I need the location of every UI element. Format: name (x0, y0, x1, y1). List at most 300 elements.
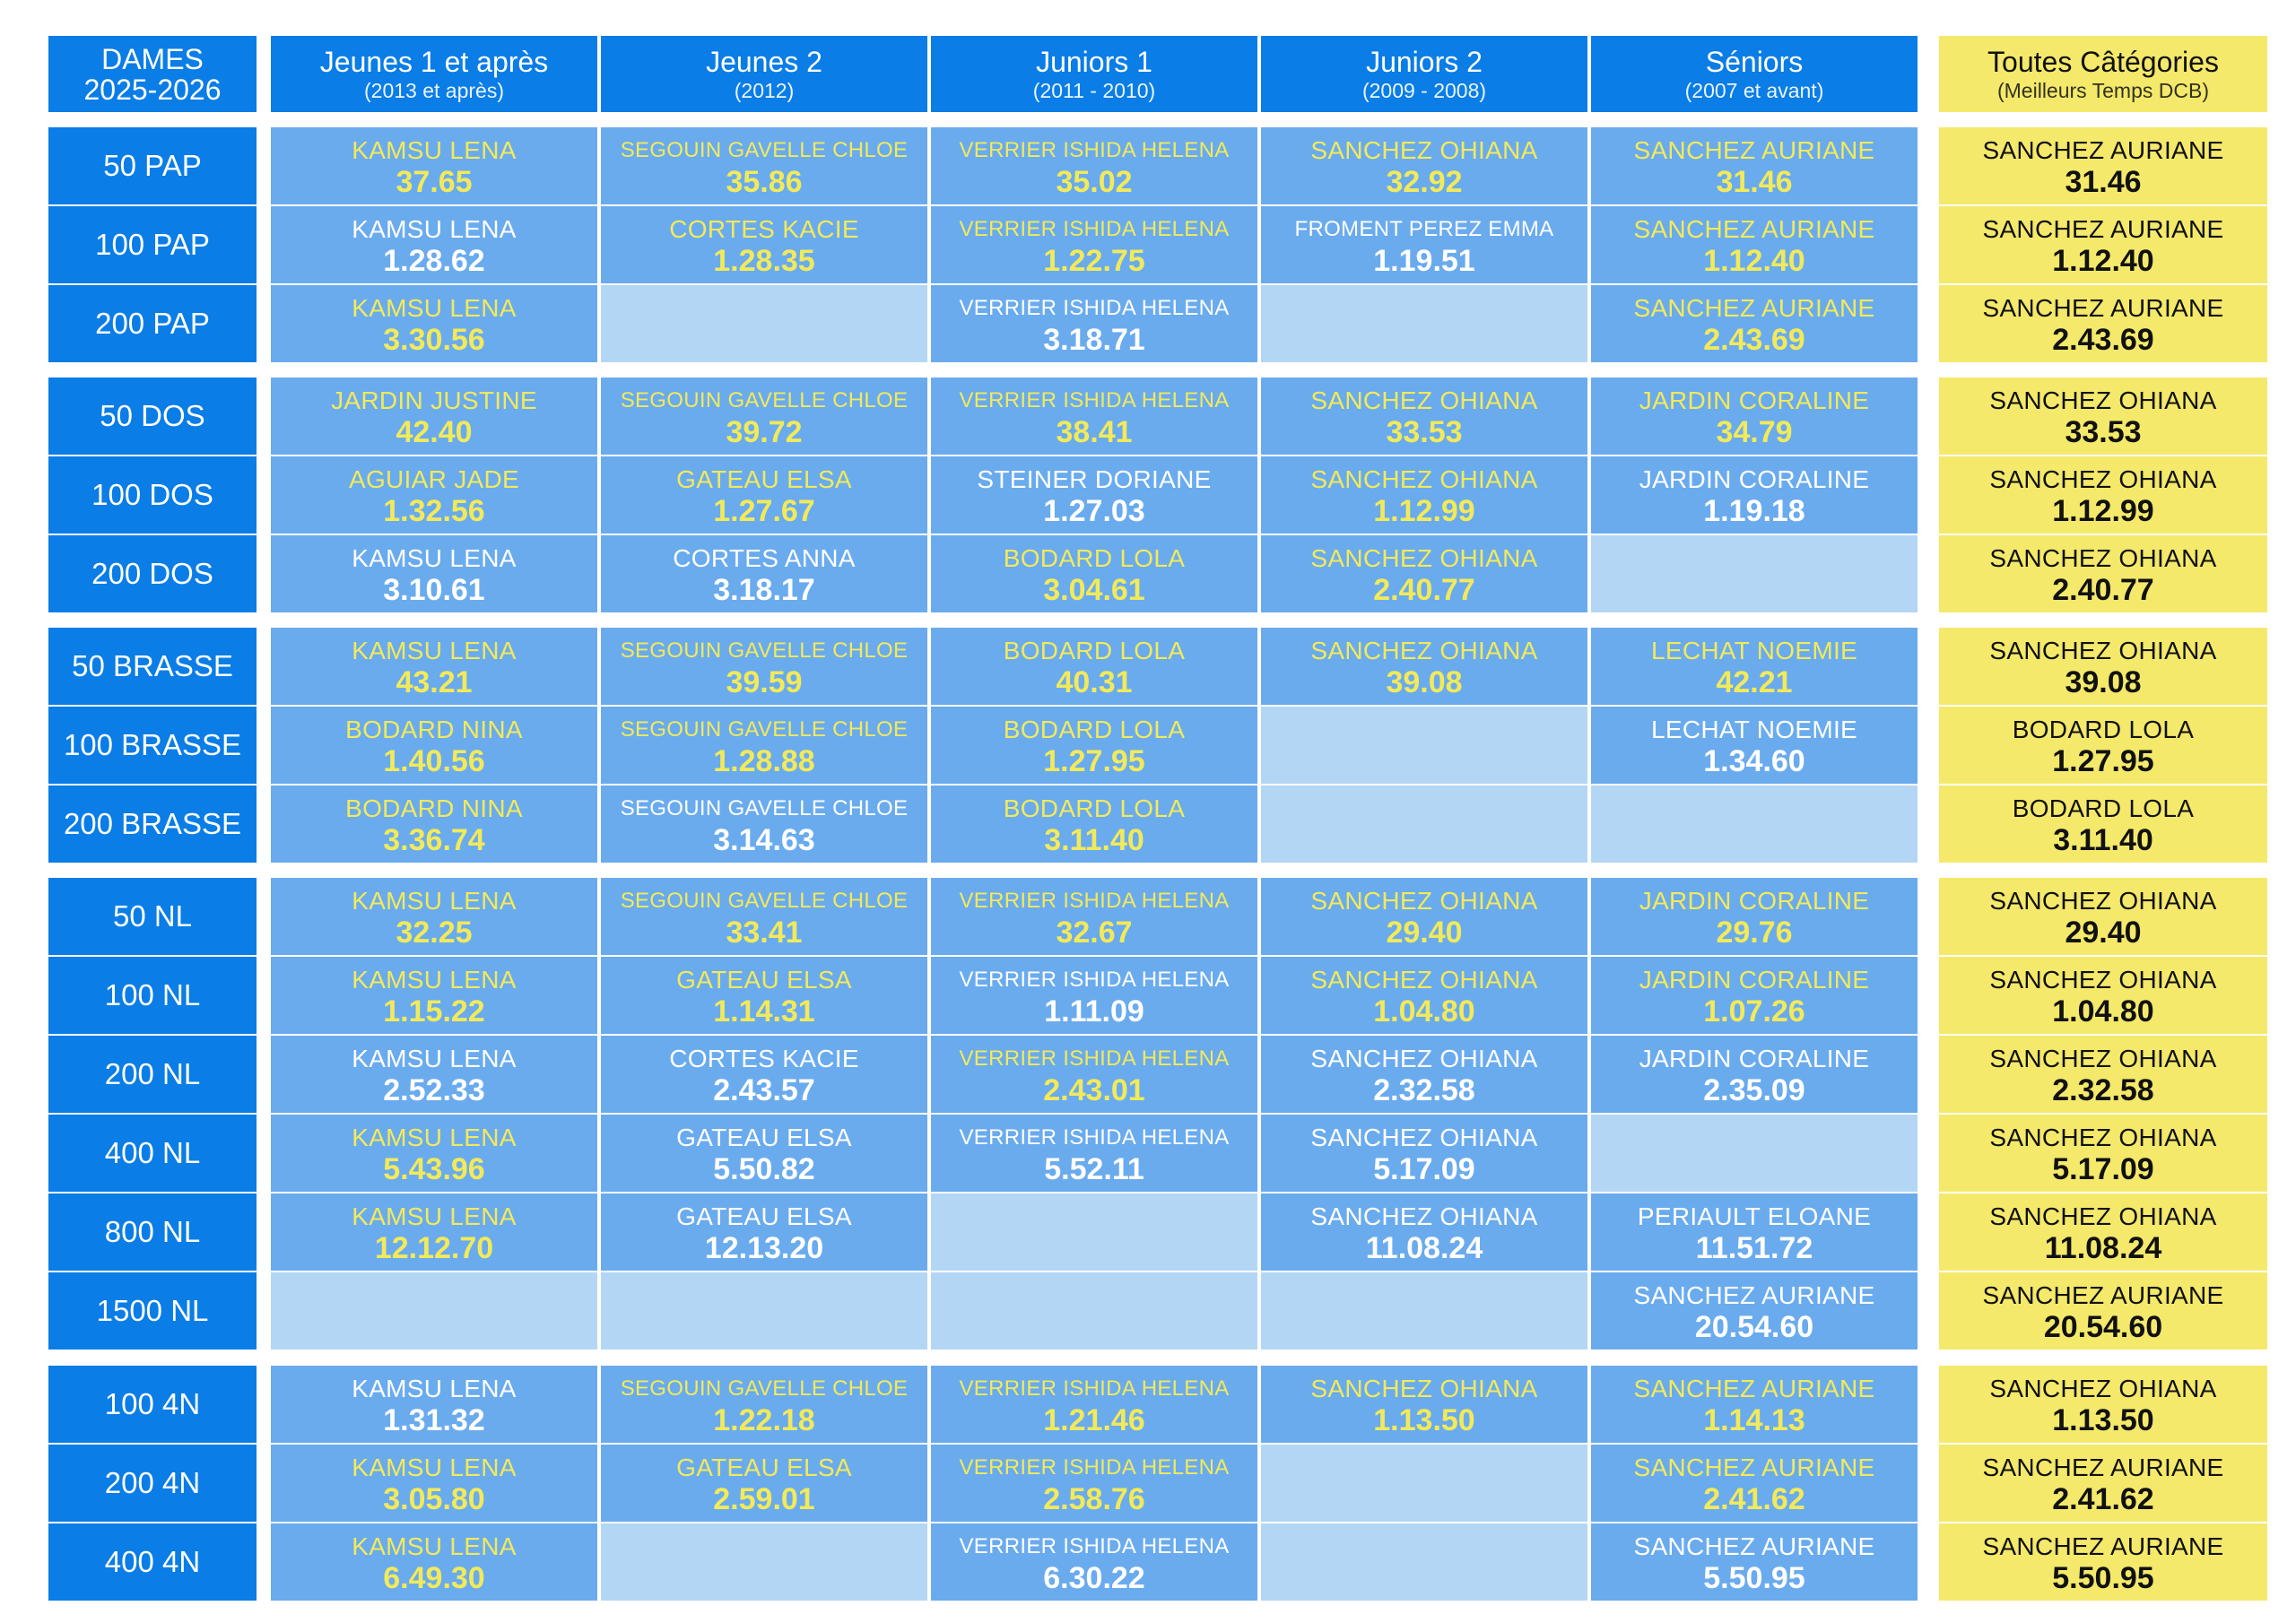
swim-time: 1.19.18 (1703, 494, 1805, 528)
swimmer-name (1982, 294, 2223, 323)
swim-time: 40.31 (1056, 665, 1133, 699)
record-cell (601, 1115, 927, 1192)
swimmer-last-name: SANCHEZ (1310, 136, 1433, 164)
swimmer-last-name: KAMSU (352, 1375, 443, 1402)
swim-time: 31.46 (2065, 165, 2142, 199)
swimmer-first-name: LENA (449, 1532, 517, 1560)
swimmer-last-name: STEINER (977, 465, 1088, 493)
event-label: 800 NL (48, 1193, 257, 1271)
swimmer-last-name: JARDIN (1639, 386, 1732, 414)
swimmer-name (1982, 215, 2223, 244)
swimmer-name (959, 294, 1229, 323)
swimmer-name (1989, 465, 2216, 494)
swimmer-first-name: LENA (449, 1045, 517, 1072)
swimmer-first-name: LOLA (1119, 716, 1186, 743)
record-cell (1591, 285, 1918, 362)
empty-record-cell (1591, 1115, 1918, 1192)
swimmer-name (676, 1454, 852, 1482)
record-cell (601, 206, 927, 283)
event-label: 50 NL (48, 878, 257, 955)
record-cell (601, 1366, 927, 1443)
swimmer-name (352, 1454, 517, 1482)
swim-time: 2.35.09 (1703, 1073, 1805, 1107)
swimmer-first-name: ELSA (787, 1202, 852, 1230)
event-label: 50 PAP (48, 127, 257, 204)
category-header (931, 36, 1257, 112)
record-cell (271, 535, 597, 612)
swimmer-name (1989, 544, 2216, 573)
swimmer-name (331, 386, 537, 415)
swimmer-name (2013, 794, 2195, 823)
swimmer-last-name: GATEAU (676, 465, 779, 493)
swimmer-first-name: AURIANE (1761, 136, 1875, 164)
best-time-cell (1939, 127, 2267, 204)
header-corner-title: DAMES (101, 42, 204, 75)
event-label: 100 4N (48, 1366, 257, 1443)
swimmer-name (1633, 1281, 1874, 1310)
swim-time: 33.53 (1386, 415, 1463, 449)
swimmer-name (1310, 637, 1537, 665)
swimmer-first-name: OHIANA (2118, 1375, 2217, 1402)
swimmer-first-name: LENA (449, 136, 517, 164)
swimmer-name (1633, 294, 1874, 323)
swim-time: 1.12.40 (1703, 244, 1805, 278)
swimmer-first-name: OHIANA (1439, 1124, 1538, 1151)
empty-record-cell (1261, 285, 1587, 362)
event-label: 50 DOS (48, 378, 257, 455)
record-cell (601, 535, 927, 612)
swim-time: 3.11.40 (1044, 823, 1144, 857)
swimmer-first-name: ANNA (784, 544, 856, 572)
swimmer-last-name: JARDIN (1639, 1045, 1732, 1072)
swim-time: 5.50.82 (713, 1152, 815, 1186)
swimmer-first-name: HELENA (1141, 138, 1230, 162)
record-cell (1591, 628, 1918, 705)
category-header (601, 36, 927, 112)
swimmer-name (1633, 1532, 1874, 1561)
swimmer-last-name: VERRIER ISHIDA (959, 138, 1135, 162)
swimmer-last-name: VERRIER ISHIDA (959, 217, 1135, 241)
event-label: 200 BRASSE (48, 785, 257, 863)
swim-time: 35.02 (1056, 165, 1133, 199)
swimmer-name (352, 1045, 517, 1073)
category-years: (2011 - 2010) (1032, 78, 1156, 102)
category-years: (2012) (734, 78, 795, 102)
swim-time: 1.15.22 (383, 994, 485, 1028)
swim-time: 39.59 (726, 665, 803, 699)
record-cell (271, 1115, 597, 1192)
swim-time: 39.72 (726, 415, 803, 449)
swimmer-last-name: SANCHEZ (1989, 1375, 2112, 1402)
swimmer-first-name: AURIANE (1761, 294, 1875, 322)
event-label: 400 NL (48, 1115, 257, 1192)
swimmer-last-name: SANCHEZ (1989, 966, 2112, 994)
record-cell (271, 127, 597, 204)
empty-record-cell (601, 1272, 927, 1350)
swimmer-first-name: OHIANA (1439, 1045, 1538, 1072)
swimmer-last-name: VERRIER ISHIDA (959, 1376, 1135, 1401)
swimmer-last-name: SANCHEZ (1633, 1375, 1756, 1402)
swimmer-first-name: ELOANE (1767, 1202, 1872, 1230)
swimmer-first-name: AURIANE (1761, 215, 1875, 243)
swimmer-name (352, 215, 517, 244)
swimmer-name (1651, 716, 1857, 744)
record-cell (271, 957, 597, 1034)
swimmer-name (349, 465, 519, 494)
swim-time: 2.43.69 (2052, 323, 2154, 357)
best-time-cell (1939, 378, 2267, 455)
swimmer-first-name: OHIANA (1439, 544, 1538, 572)
record-cell (601, 785, 927, 863)
swimmer-first-name: OHIANA (1439, 1375, 1538, 1402)
swim-time: 1.04.80 (1373, 994, 1475, 1028)
record-cell (1591, 1366, 1918, 1443)
swimmer-first-name: CORALINE (1738, 966, 1870, 994)
record-cell (931, 206, 1257, 283)
swimmer-name (1633, 136, 1874, 165)
empty-record-cell (601, 285, 927, 362)
swim-time: 1.12.99 (2052, 494, 2154, 528)
record-cell (601, 707, 927, 784)
swimmer-name (621, 386, 909, 415)
swimmer-last-name: BODARD (1003, 794, 1113, 822)
swimmer-first-name: LOLA (1119, 794, 1186, 822)
swimmer-name (1295, 215, 1554, 244)
swimmer-last-name: JARDIN (1639, 465, 1732, 493)
record-cell (1591, 127, 1918, 204)
record-cell (1261, 957, 1587, 1034)
swimmer-last-name: KAMSU (352, 1124, 443, 1151)
swim-time: 39.08 (1386, 665, 1463, 699)
swim-time: 3.18.71 (1043, 323, 1145, 357)
swim-time: 1.34.60 (1703, 744, 1805, 778)
swimmer-name (1004, 544, 1186, 573)
swim-time: 1.19.51 (1373, 244, 1475, 278)
swimmer-first-name: NOEMIE (1756, 637, 1858, 664)
swim-time: 29.40 (1386, 916, 1463, 950)
best-time-cell (1939, 785, 2267, 863)
swimmer-first-name: CORALINE (1738, 465, 1870, 493)
swimmer-last-name: BODARD (1003, 637, 1113, 664)
swimmer-last-name: SANCHEZ (1310, 1375, 1433, 1402)
record-cell (1261, 206, 1587, 283)
swimmer-last-name: SANCHEZ (1982, 1532, 2105, 1560)
event-label: 400 4N (48, 1523, 257, 1601)
swimmer-name (1004, 716, 1186, 744)
swimmer-last-name: SANCHEZ (1989, 1202, 2112, 1230)
swimmer-last-name: CORTES (673, 544, 779, 572)
swimmer-name (673, 544, 856, 573)
swimmer-name (1651, 637, 1857, 665)
swimmer-last-name: SANCHEZ (1310, 465, 1433, 493)
swimmer-name (1989, 637, 2216, 665)
swimmer-first-name: AURIANE (1761, 1454, 1875, 1481)
swimmer-name (352, 966, 517, 994)
swim-time: 1.22.75 (1043, 244, 1145, 278)
swimmer-name (959, 136, 1229, 165)
swimmer-first-name: LENA (449, 966, 517, 994)
swimmer-first-name: NINA (461, 794, 523, 822)
record-cell (931, 456, 1257, 534)
category-header (1591, 36, 1918, 112)
swim-time: 11.51.72 (1695, 1231, 1813, 1265)
swimmer-name (1989, 966, 2216, 994)
swimmer-first-name: CHLOE (832, 388, 909, 412)
empty-record-cell (1591, 785, 1918, 863)
swimmer-last-name: SANCHEZ (1633, 1532, 1756, 1560)
swimmer-name (669, 215, 859, 244)
empty-record-cell (271, 1272, 597, 1350)
swimmer-name (1310, 966, 1537, 994)
swimmer-first-name: LENA (449, 1375, 517, 1402)
swimmer-last-name: BODARD (345, 794, 455, 822)
swim-time: 29.40 (2065, 916, 2142, 950)
swimmer-last-name: KAMSU (352, 637, 443, 664)
swimmer-name (959, 386, 1229, 415)
swim-time: 3.14.63 (713, 823, 815, 857)
swimmer-last-name: SANCHEZ (1982, 294, 2105, 322)
swimmer-first-name: OHIANA (2118, 544, 2217, 572)
swim-time: 32.25 (396, 916, 473, 950)
swimmer-name (676, 465, 852, 494)
record-cell (1261, 628, 1587, 705)
swimmer-last-name: KAMSU (352, 887, 443, 915)
swimmer-first-name: KACIE (782, 1045, 859, 1072)
swim-time: 1.14.31 (713, 994, 815, 1028)
record-cell (931, 785, 1257, 863)
swim-time: 31.46 (1716, 165, 1793, 199)
swimmer-first-name: NINA (461, 716, 523, 743)
swim-time: 3.18.17 (713, 573, 815, 607)
record-cell (271, 285, 597, 362)
record-cell (1261, 1366, 1587, 1443)
swimmer-last-name: VERRIER ISHIDA (959, 1125, 1135, 1150)
record-cell (931, 378, 1257, 455)
swimmer-name (977, 465, 1211, 494)
swimmer-name (621, 637, 909, 665)
event-label: 100 PAP (48, 206, 257, 283)
swimmer-last-name: SEGOUIN GAVELLE (620, 1376, 827, 1401)
swimmer-name (959, 1124, 1229, 1152)
swimmer-first-name: CORALINE (1738, 386, 1870, 414)
swimmer-name (1310, 1375, 1537, 1403)
swimmer-first-name: CORALINE (1738, 887, 1870, 915)
empty-record-cell (1261, 1272, 1587, 1350)
swimmer-last-name: SEGOUIN GAVELLE (620, 796, 827, 820)
swimmer-last-name: VERRIER ISHIDA (959, 296, 1135, 320)
swimmer-last-name: FROMENT PEREZ (1294, 217, 1483, 241)
best-time-cell (1939, 628, 2267, 705)
swimmer-first-name: AURIANE (1761, 1375, 1875, 1402)
record-cell (1261, 535, 1587, 612)
swimmer-first-name: LENA (449, 294, 517, 322)
swimmer-name (1982, 136, 2223, 165)
swim-time: 2.43.01 (1043, 1073, 1145, 1107)
category-header (271, 36, 597, 112)
swim-time: 5.50.95 (2052, 1561, 2154, 1595)
swimmer-last-name: VERRIER ISHIDA (959, 968, 1135, 992)
swimmer-first-name: OHIANA (2118, 887, 2217, 915)
swimmer-name (676, 966, 852, 994)
swimmer-name (1982, 1454, 2223, 1482)
swimmer-first-name: JADE (454, 465, 520, 493)
best-time-cell (1939, 285, 2267, 362)
swimmer-name (959, 215, 1229, 244)
swim-time: 2.43.57 (713, 1073, 815, 1107)
best-header (1939, 36, 2267, 112)
swimmer-last-name: VERRIER ISHIDA (959, 889, 1135, 913)
swimmer-name (1989, 1045, 2216, 1073)
swimmer-last-name: JARDIN (331, 386, 424, 414)
swimmer-name (959, 887, 1229, 916)
swimmer-name (2013, 716, 2195, 744)
swimmer-last-name: KAMSU (352, 1045, 443, 1072)
swimmer-name (1989, 1375, 2216, 1403)
swimmer-name (1633, 1375, 1874, 1403)
swim-time: 5.50.95 (1703, 1561, 1805, 1595)
swimmer-first-name: AURIANE (2109, 1281, 2224, 1309)
swimmer-last-name: LECHAT (1650, 716, 1750, 743)
swimmer-name (352, 136, 517, 165)
swim-time: 1.12.99 (1373, 494, 1475, 528)
swimmer-first-name: AURIANE (1761, 1281, 1875, 1309)
swim-time: 3.05.80 (383, 1482, 485, 1516)
swimmer-last-name: SEGOUIN GAVELLE (620, 388, 827, 412)
swimmer-last-name: GATEAU (676, 1454, 779, 1481)
record-cell (1591, 1523, 1918, 1601)
swim-time: 1.13.50 (2052, 1403, 2154, 1437)
swimmer-first-name: AURIANE (2109, 1454, 2224, 1481)
swim-time: 42.21 (1716, 665, 1793, 699)
record-cell (931, 127, 1257, 204)
swimmer-first-name: LENA (449, 887, 517, 915)
record-cell (1591, 957, 1918, 1034)
swimmer-name (352, 637, 517, 665)
swimmer-first-name: AURIANE (2109, 215, 2224, 243)
record-cell (1261, 1193, 1587, 1271)
swimmer-first-name: OHIANA (1439, 887, 1538, 915)
swimmer-name (1310, 887, 1537, 916)
swimmer-name (345, 716, 523, 744)
record-cell (271, 628, 597, 705)
swimmer-first-name: OHIANA (1439, 465, 1538, 493)
swimmer-first-name: LENA (449, 1202, 517, 1230)
swimmer-name (959, 1045, 1229, 1073)
swimmer-first-name: CORALINE (1738, 1045, 1870, 1072)
swimmer-last-name: GATEAU (676, 1124, 779, 1151)
best-time-cell (1939, 1193, 2267, 1271)
best-time-cell (1939, 878, 2267, 955)
record-cell (931, 628, 1257, 705)
swimmer-last-name: BODARD (1003, 716, 1113, 743)
swim-time: 33.53 (2065, 415, 2142, 449)
record-cell (601, 1193, 927, 1271)
swim-time: 1.21.46 (1043, 1403, 1145, 1437)
swimmer-name (1310, 544, 1537, 573)
record-cell (601, 456, 927, 534)
record-cell (271, 1366, 597, 1443)
swimmer-last-name: KAMSU (352, 544, 443, 572)
empty-record-cell (1591, 535, 1918, 612)
swimmer-name (1989, 1202, 2216, 1231)
event-label: 200 PAP (48, 285, 257, 362)
swim-time: 1.13.50 (1373, 1403, 1475, 1437)
swim-time: 12.12.70 (374, 1231, 494, 1265)
swimmer-name (1310, 386, 1537, 415)
swimmer-last-name: SANCHEZ (1989, 465, 2112, 493)
best-time-cell (1939, 1115, 2267, 1192)
swim-time: 1.31.32 (383, 1403, 485, 1437)
swimmer-first-name: OHIANA (1439, 386, 1538, 414)
record-cell (1261, 878, 1587, 955)
swimmer-name (1639, 465, 1870, 494)
swimmer-first-name: OHIANA (2118, 386, 2217, 414)
record-cell (601, 378, 927, 455)
swimmer-name (352, 1375, 517, 1403)
swim-time: 1.27.03 (1043, 494, 1145, 528)
swimmer-first-name: OHIANA (1439, 966, 1538, 994)
record-cell (601, 127, 927, 204)
swimmer-last-name: SANCHEZ (1310, 1124, 1433, 1151)
swim-time: 1.40.56 (383, 744, 485, 778)
record-cell (931, 285, 1257, 362)
swim-time: 3.04.61 (1043, 573, 1145, 607)
swimmer-last-name: SANCHEZ (1633, 215, 1756, 243)
swimmer-first-name: EMMA (1488, 217, 1554, 241)
swimmer-last-name: SANCHEZ (1989, 1045, 2112, 1072)
empty-record-cell (1261, 1445, 1587, 1522)
swimmer-first-name: OHIANA (1439, 637, 1538, 664)
category-years: (2007 et avant) (1684, 78, 1824, 102)
swimmer-last-name: AGUIAR (348, 465, 448, 493)
swimmer-last-name: SANCHEZ (1982, 1454, 2105, 1481)
swimmer-name (1989, 386, 2216, 415)
record-cell (1591, 1193, 1918, 1271)
swimmer-first-name: ELSA (787, 465, 852, 493)
swimmer-last-name: VERRIER ISHIDA (959, 388, 1135, 412)
swimmer-name (621, 794, 909, 823)
swimmer-last-name: KAMSU (352, 136, 443, 164)
record-cell (271, 1523, 597, 1601)
swim-time: 11.08.24 (1365, 1231, 1483, 1265)
swim-time: 2.52.33 (383, 1073, 485, 1107)
swim-time: 32.92 (1386, 165, 1463, 199)
record-cell (1591, 378, 1918, 455)
swimmer-first-name: CHLOE (832, 889, 909, 913)
swim-time: 5.43.96 (383, 1152, 485, 1186)
swim-time: 1.14.13 (1703, 1403, 1805, 1437)
swim-time: 35.86 (726, 165, 803, 199)
record-cell (271, 707, 597, 784)
record-cell (601, 628, 927, 705)
swimmer-last-name: BODARD (345, 716, 455, 743)
record-cell (1591, 1445, 1918, 1522)
record-cell (931, 707, 1257, 784)
swim-time: 1.28.62 (383, 244, 485, 278)
empty-record-cell (1261, 707, 1587, 784)
swimmer-last-name: KAMSU (352, 1454, 443, 1481)
swim-time: 38.41 (1056, 415, 1133, 449)
swim-time: 5.17.09 (2052, 1152, 2154, 1186)
swimmer-last-name: SEGOUIN GAVELLE (620, 889, 827, 913)
swimmer-first-name: HELENA (1141, 1125, 1230, 1150)
swimmer-first-name: CHLOE (832, 1376, 909, 1401)
swim-time: 39.08 (2065, 665, 2142, 699)
swimmer-name (1310, 465, 1537, 494)
swimmer-last-name: SANCHEZ (1633, 294, 1756, 322)
swimmer-name (1633, 1454, 1874, 1482)
swim-time: 2.32.58 (1373, 1073, 1475, 1107)
